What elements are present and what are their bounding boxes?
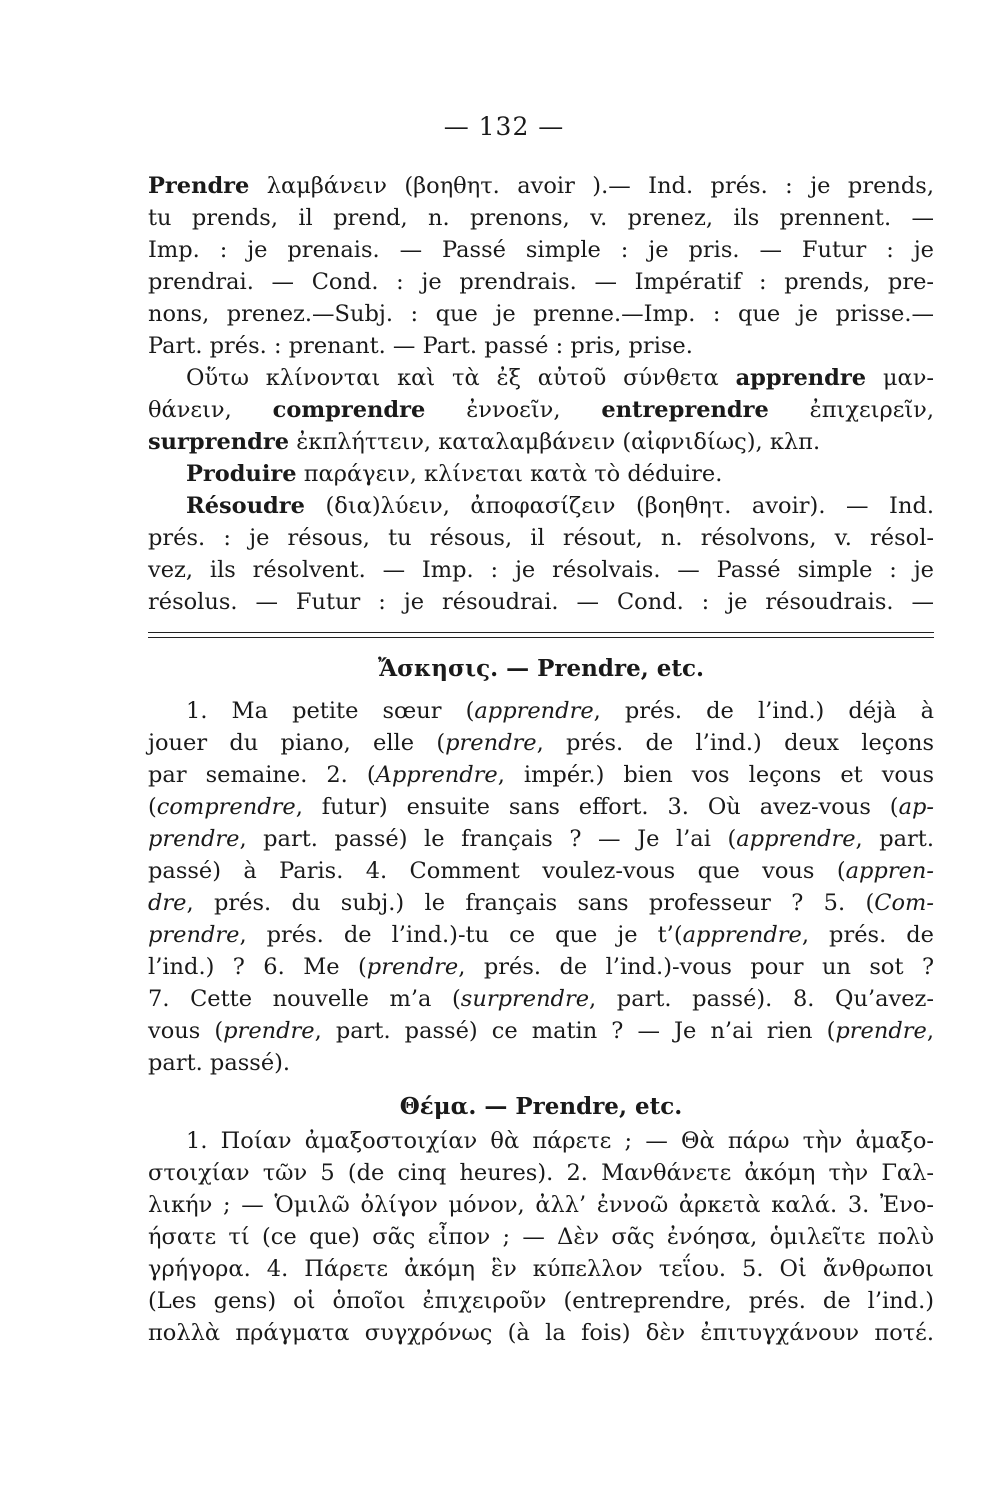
text-span: 1. Ma petite sœur ( xyxy=(186,698,475,724)
text-span: , prés. de l’ind.) deux leçons xyxy=(536,730,934,756)
text-span: ἐννοεῖν, xyxy=(425,397,602,423)
text-span: prés. : je résous, tu résous, il résout, n. résolvons, v. résol- xyxy=(148,525,934,551)
text-line xyxy=(148,266,934,298)
text-span: , prés. de xyxy=(801,922,934,948)
text-span: ήσατε τί (ce que) σᾶς εἶπον ; — Δὲν σᾶς ἐνόησα, ὁμιλεῖτε πολὺ xyxy=(148,1224,934,1250)
italic-term: ap- xyxy=(898,794,934,820)
text-line xyxy=(148,855,934,887)
text-span: (Les gens) οἱ ὁποῖοι ἐπιχειροῦν (entreprendre, prés. de l’ind.) xyxy=(148,1288,934,1314)
text-span: , part. passé). 8. Qu’avez- xyxy=(589,986,935,1012)
italic-term: comprendre xyxy=(156,794,296,820)
text-line xyxy=(148,554,934,586)
italic-term: Apprendre xyxy=(375,762,498,788)
italic-term: prendre xyxy=(148,826,240,852)
text-line xyxy=(148,202,934,234)
text-span: résolus. — Futur : je résoudrai. — Cond. : je résoudrais. — xyxy=(148,589,934,615)
text-span: passé) à Paris. 4. Comment voulez-vous que vous ( xyxy=(148,858,846,884)
text-line xyxy=(148,1125,934,1157)
italic-term: prendre xyxy=(223,1018,315,1044)
bold-term: Résoudre xyxy=(186,493,305,519)
text-span: par semaine. 2. ( xyxy=(148,762,376,788)
text-span: tu prends, il prend, n. prenons, v. prenez, ils prennent. — xyxy=(148,205,934,231)
text-span: vous ( xyxy=(148,1018,224,1044)
text-line xyxy=(148,1317,934,1349)
text-line xyxy=(148,759,934,791)
text-line xyxy=(148,426,934,458)
text-line xyxy=(148,170,934,202)
text-span: πολλὰ πράγματα συγχρόνως (à la fois) δὲν ἐπιτυγχάνουν ποτέ. xyxy=(148,1320,934,1346)
divider-rule xyxy=(148,637,934,638)
text-span: jouer du piano, elle ( xyxy=(148,730,446,756)
exercise-body xyxy=(148,695,934,1079)
conjugation-section xyxy=(148,170,934,618)
italic-term: Com- xyxy=(874,890,934,916)
text-line xyxy=(148,458,934,490)
text-span: , prés. du subj.) le français sans professeur ? 5. ( xyxy=(186,890,875,916)
italic-term: prendre xyxy=(835,1018,927,1044)
text-span: μαν- xyxy=(866,365,934,391)
theme-body xyxy=(148,1125,934,1349)
text-line xyxy=(148,1157,934,1189)
text-line xyxy=(148,1253,934,1285)
text-span: γρήγορα. 4. Πάρετε ἀκόμη ἓν κύπελλον τεΐου. 5. Οἱ ἄνθρωποι xyxy=(148,1256,934,1282)
bold-term: Produire xyxy=(186,461,297,487)
italic-term: apprendre xyxy=(682,922,802,948)
italic-term: prendre xyxy=(366,954,459,980)
text-span: παράγειν, κλίνεται κατὰ τὸ déduire. xyxy=(296,461,723,487)
text-line xyxy=(148,522,934,554)
page-number: — 132 — xyxy=(443,112,565,141)
italic-term: dre xyxy=(148,890,187,916)
italic-term: prendre xyxy=(445,730,537,756)
text-span: , futur) ensuite sans effort. 3. Où avez-vous ( xyxy=(295,794,899,820)
text-span: , prés. de l’ind.)-tu ce que je t’( xyxy=(239,922,683,948)
text-span: Οὕτω κλίνονται καὶ τὰ ἐξ αὐτοῦ σύνθετα xyxy=(186,365,736,391)
text-line xyxy=(148,983,934,1015)
text-span: ἐπιχειρεῖν, xyxy=(768,397,934,423)
text-span: στοιχίαν τῶν 5 (de cinq heures). 2. Μανθάνετε ἀκόμη τὴν Γαλ- xyxy=(148,1160,934,1186)
text-span: 7. Cette nouvelle m’a ( xyxy=(148,986,461,1012)
text-line xyxy=(148,298,934,330)
text-line xyxy=(148,394,934,426)
italic-term: surprendre xyxy=(460,986,590,1012)
exercise-heading: Ἄσκησις. — Prendre, etc. xyxy=(377,655,705,682)
bold-term: comprendre xyxy=(272,397,426,423)
italic-term: prendre xyxy=(148,922,240,948)
bold-term: surprendre xyxy=(148,429,290,455)
text-span: λικήν ; — Ὁμιλῶ ὀλίγον μόνον, ἀλλ’ ἐννοῶ ἀρκετὰ καλά. 3. Ἐνο- xyxy=(148,1192,934,1218)
bold-term: apprendre xyxy=(735,365,867,391)
italic-term: appren- xyxy=(845,858,934,884)
text-span: (δια)λύειν, ἀποφασίζειν (βοηθητ. avoir). — Ind. xyxy=(304,493,934,519)
text-span: ἐκπλήττειν, καταλαμβάνειν (αἰφνιδίως), κλπ. xyxy=(289,429,821,455)
text-span: part. passé). xyxy=(148,1050,291,1076)
text-span: , xyxy=(926,1018,934,1044)
text-span: prendrai. — Cond. : je prendrais. — Impératif : prends, pre- xyxy=(148,269,934,295)
bold-term: Prendre xyxy=(148,173,250,199)
italic-term: apprendre xyxy=(474,698,594,724)
text-span: , part. xyxy=(855,826,935,852)
text-span: , part. passé) ce matin ? — Je n’ai rien ( xyxy=(314,1018,836,1044)
text-line xyxy=(148,919,934,951)
text-span: , part. passé) le français ? — Je l’ai ( xyxy=(239,826,737,852)
text-span: Imp. : je prenais. — Passé simple : je pris. — Futur : je xyxy=(148,237,934,263)
text-span: Part. prés. : prenant. — Part. passé : pris, prise. xyxy=(148,333,693,359)
text-line xyxy=(148,1221,934,1253)
text-line xyxy=(148,727,934,759)
bold-term: entreprendre xyxy=(601,397,769,423)
text-span: 1. Ποίαν ἀμαξοστοιχίαν θὰ πάρετε ; — Θὰ πάρω τὴν ἀμαξο- xyxy=(186,1128,934,1154)
text-span: , prés. de l’ind.)-vous pour un sot ? xyxy=(458,954,935,980)
text-line xyxy=(148,823,934,855)
text-span: θάνειν, xyxy=(148,397,273,423)
text-line xyxy=(148,234,934,266)
text-span: l’ind.) ? 6. Me ( xyxy=(148,954,367,980)
text-line xyxy=(148,1015,934,1047)
text-line xyxy=(148,1189,934,1221)
text-span: , prés. de l’ind.) déjà à xyxy=(593,698,934,724)
text-line xyxy=(148,791,934,823)
text-line xyxy=(148,887,934,919)
text-line xyxy=(148,695,934,727)
italic-term: apprendre xyxy=(736,826,856,852)
text-line xyxy=(148,490,934,522)
text-line xyxy=(148,362,934,394)
divider-rule xyxy=(148,632,934,633)
text-span: vez, ils résolvent. — Imp. : je résolvais. — Passé simple : je xyxy=(148,557,934,583)
text-line xyxy=(148,330,934,362)
text-line xyxy=(148,586,934,618)
text-span: ( xyxy=(148,794,157,820)
text-line xyxy=(148,1047,934,1079)
text-span: λαμβάνειν (βοηθητ. avoir ).— Ind. prés. : je prends, xyxy=(249,173,934,199)
text-span: , impér.) bien vos leçons et vous xyxy=(497,762,934,788)
text-line xyxy=(148,951,934,983)
text-span: nons, prenez.—Subj. : que je prenne.—Imp. : que je prisse.— xyxy=(148,301,934,327)
theme-heading: Θέμα. — Prendre, etc. xyxy=(399,1093,683,1120)
text-line xyxy=(148,1285,934,1317)
